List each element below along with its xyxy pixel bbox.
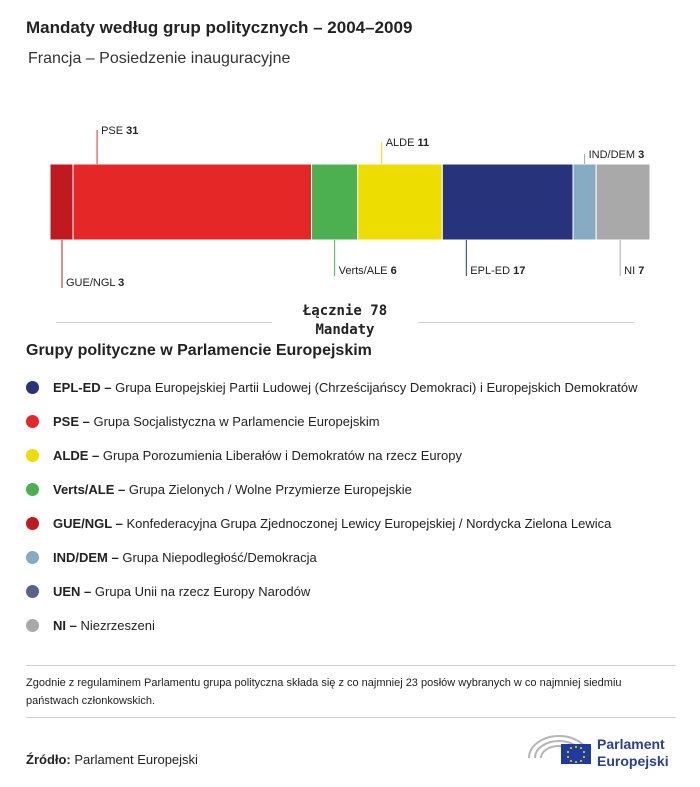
legend-desc: Grupa Europejskiej Partii Ludowej (Chrześcijańscy Demokraci) i Europejskich Demokratów — [111, 379, 638, 395]
legend-item — [26, 506, 686, 540]
data-label-alde: ALDE 11 — [385, 137, 430, 149]
legend-abbr: GUE/NGL – — [53, 515, 123, 531]
divider-note-bottom — [26, 717, 676, 718]
data-label-verts-ale: Verts/ALE 6 — [338, 265, 397, 277]
legend-text — [53, 516, 611, 531]
legend-dot — [26, 381, 39, 394]
legend-desc: Grupa Unii na rzecz Europy Narodów — [91, 583, 311, 599]
legend-item — [26, 540, 686, 574]
legend-dot — [26, 415, 39, 428]
bar-segment-alde — [358, 164, 443, 240]
legend-text — [53, 584, 310, 599]
bar-segment-pse — [73, 164, 311, 240]
european-parliament-logo — [527, 728, 687, 772]
legend-item — [26, 370, 686, 404]
legend — [26, 370, 686, 642]
bar-segment-gue-ngl — [50, 164, 73, 240]
legend-text — [53, 618, 155, 633]
bar-segment-verts-ale — [312, 164, 358, 240]
total-seats-count: Łącznie 78 — [302, 303, 388, 319]
data-label-ind-dem: IND/DEM 3 — [588, 149, 645, 161]
legend-abbr: PSE – — [53, 413, 90, 429]
legend-abbr: NI – — [53, 617, 77, 633]
divider-left — [56, 322, 272, 323]
legend-abbr: IND/DEM – — [53, 549, 119, 565]
data-label-epl-ed: EPL-ED 17 — [470, 265, 526, 277]
legend-dot — [26, 483, 39, 496]
legend-text — [53, 380, 638, 395]
legend-item — [26, 608, 686, 642]
legend-dot — [26, 551, 39, 564]
logo-line1: Parlament — [597, 736, 665, 752]
source-label: Źródło: — [26, 752, 71, 767]
legend-dot — [26, 449, 39, 462]
legend-dot — [26, 585, 39, 598]
legend-desc: Konfederacyjna Grupa Zjednoczonej Lewicy Europejskiej / Nordycka Zielona Lewica — [122, 515, 612, 531]
stacked-bar-chart — [0, 120, 700, 290]
bar-segment-ni — [596, 164, 650, 240]
legend-abbr: Verts/ALE – — [53, 481, 126, 497]
legend-desc: Grupa Porozumienia Liberałów i Demokratów na rzecz Europy — [99, 447, 462, 463]
legend-desc: Niezrzeszeni — [76, 617, 155, 633]
legend-item — [26, 404, 686, 438]
total-seats-label — [272, 302, 418, 340]
legend-text — [53, 482, 412, 497]
legend-item — [26, 574, 686, 608]
logo-line2: Europejski — [597, 753, 669, 769]
legend-abbr: EPL-ED – — [53, 379, 112, 395]
bar-segment-epl-ed — [442, 164, 573, 240]
data-label-ni: NI 7 — [624, 265, 645, 277]
legend-text — [53, 414, 380, 429]
data-label-gue-ngl: GUE/NGL 3 — [66, 277, 125, 289]
total-seats-unit: Mandaty — [315, 322, 375, 338]
footnote: Zgodnie z regulaminem Parlamentu grupa polityczna składa się z co najmniej 23 posłów wybranych w co najmniej siedmiu państwach członkowskich. — [26, 677, 622, 707]
hemicycle-icon — [527, 728, 595, 772]
legend-item — [26, 472, 686, 506]
divider-right — [418, 322, 634, 323]
legend-abbr: UEN – — [53, 583, 92, 599]
legend-abbr: ALDE – — [53, 447, 100, 463]
legend-text — [53, 448, 462, 463]
legend-desc: Grupa Zielonych / Wolne Przymierze Europejskie — [125, 481, 412, 497]
legend-item — [26, 438, 686, 472]
logo-text — [597, 736, 669, 770]
source-value: Parlament Europejski — [70, 752, 198, 767]
chart-subtitle: Francja – Posiedzenie inauguracyjne — [28, 50, 291, 67]
source — [26, 752, 198, 767]
legend-text — [53, 550, 317, 565]
bar-segment-ind-dem — [573, 164, 596, 240]
legend-title: Grupy polityczne w Parlamencie Europejskim — [26, 342, 372, 359]
legend-desc: Grupa Niepodległość/Demokracja — [118, 549, 317, 565]
legend-dot — [26, 619, 39, 632]
legend-dot — [26, 517, 39, 530]
legend-desc: Grupa Socjalistyczna w Parlamencie Europejskim — [89, 413, 380, 429]
divider-note-top — [26, 665, 676, 666]
chart-title: Mandaty według grup politycznych – 2004–2009 — [26, 18, 413, 37]
data-label-pse: PSE 31 — [101, 125, 139, 137]
